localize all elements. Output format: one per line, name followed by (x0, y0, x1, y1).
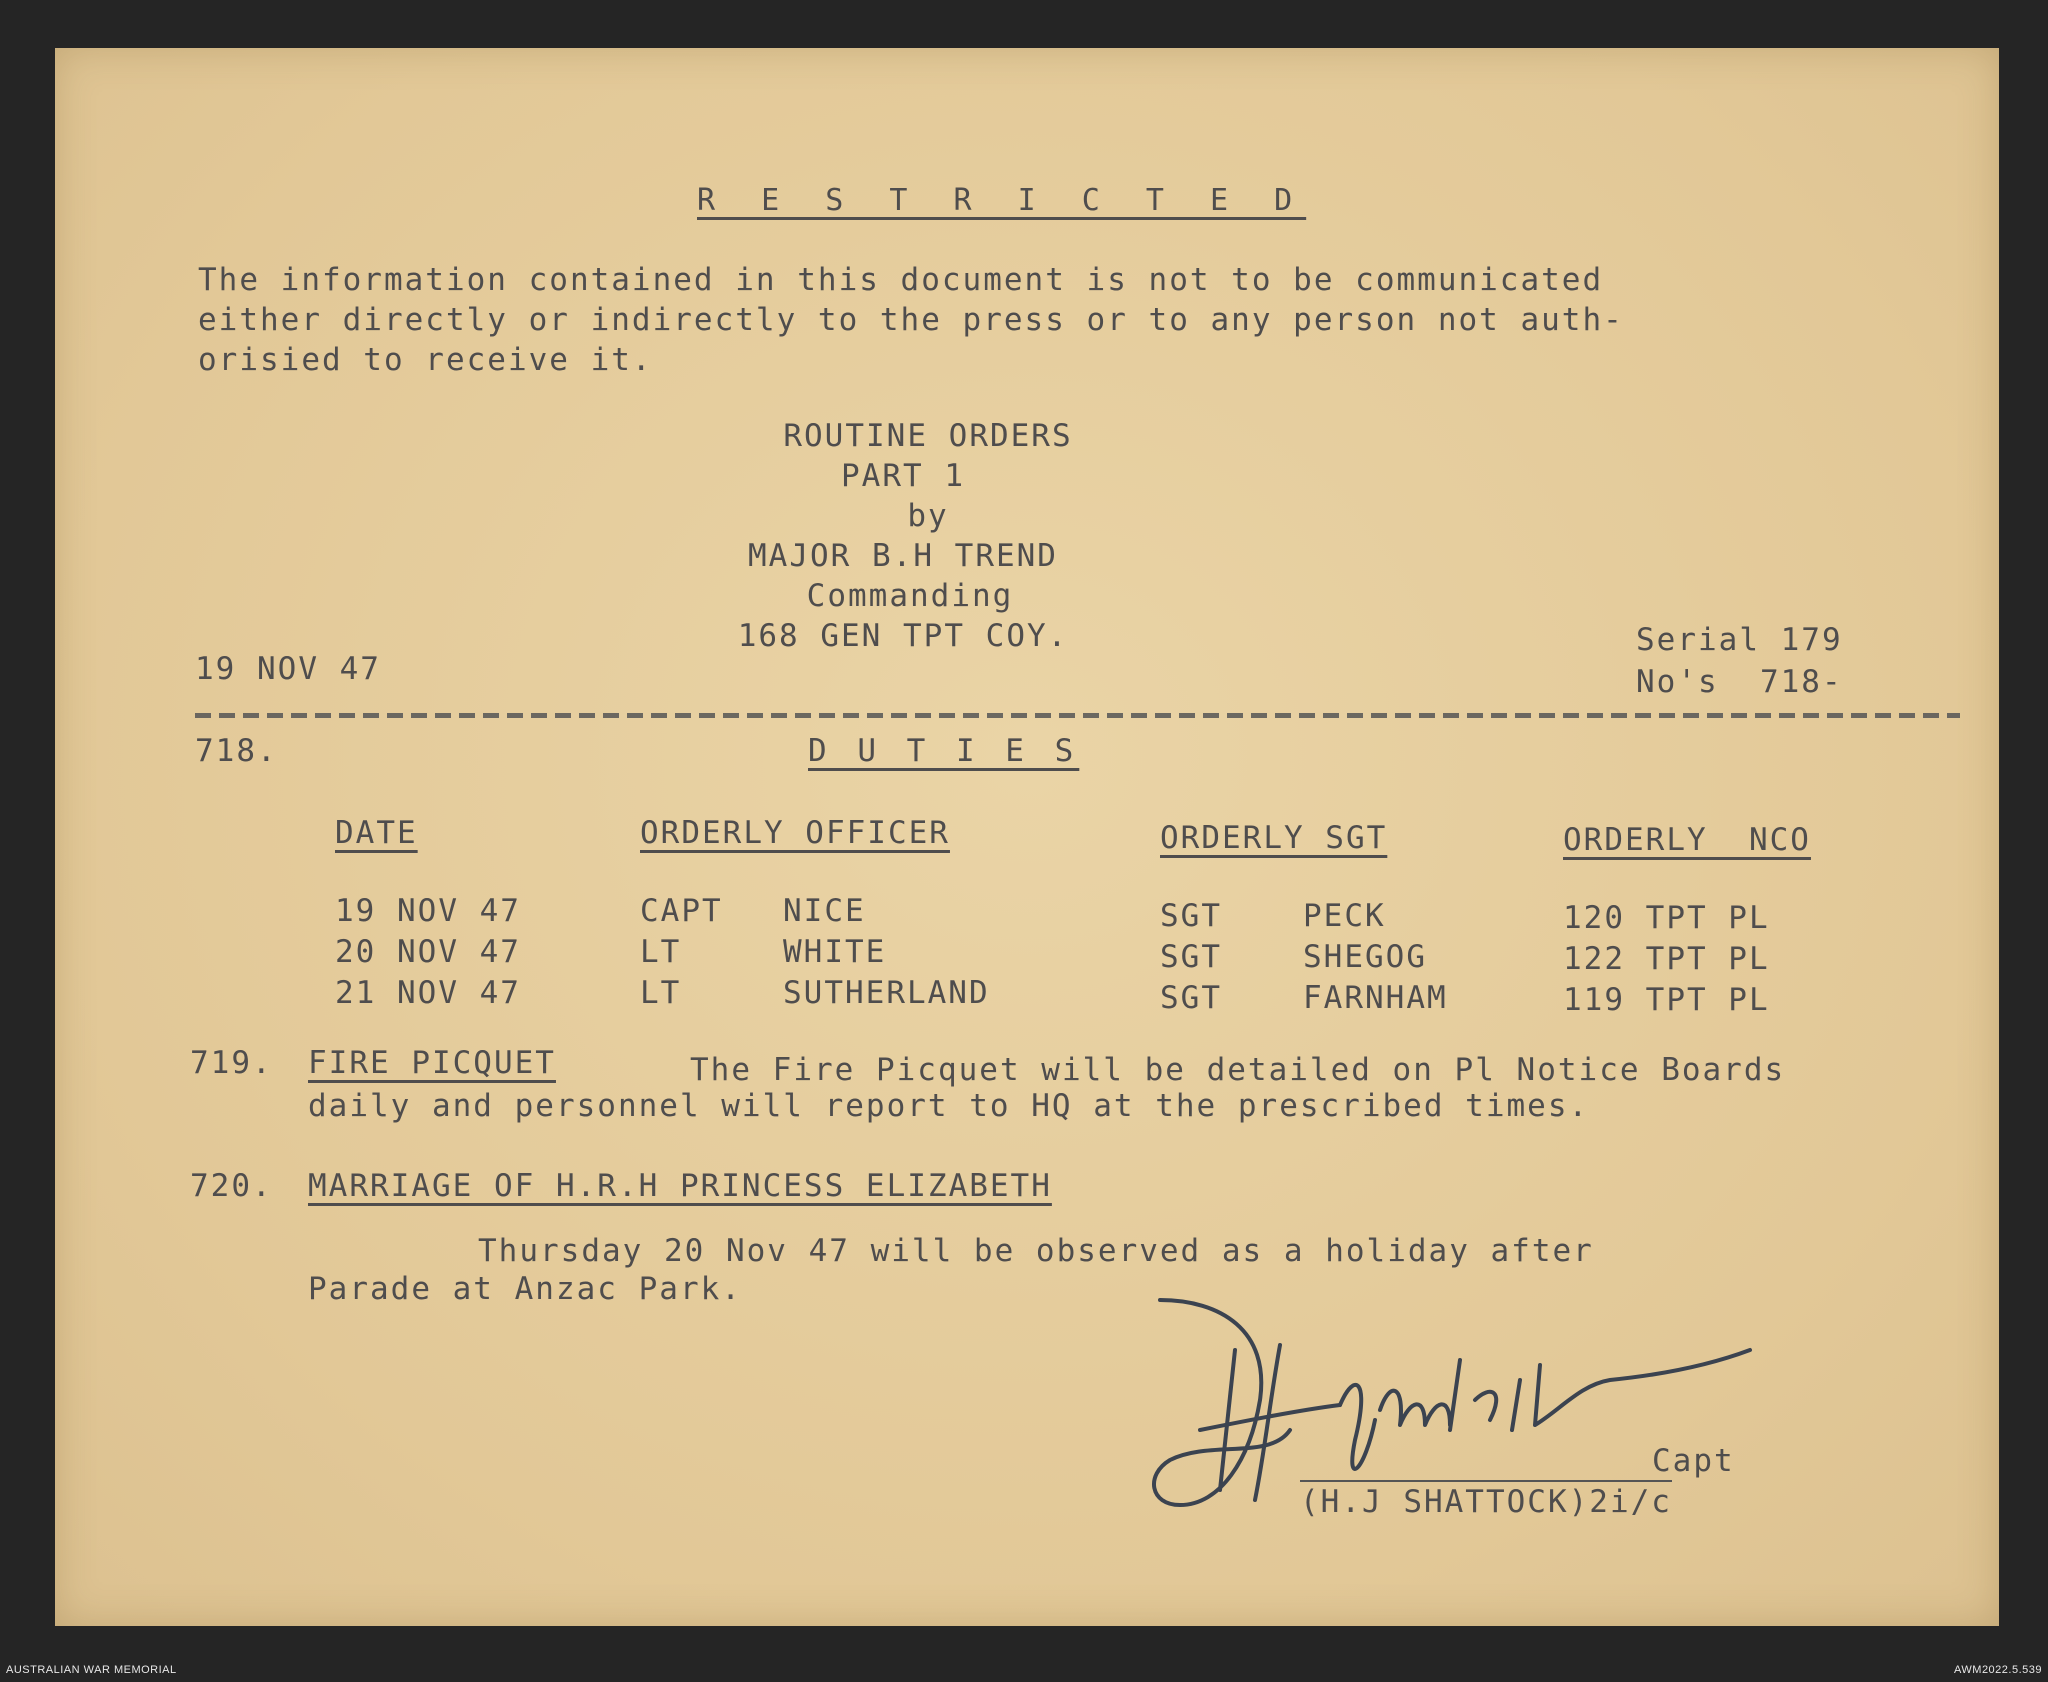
table-row-2-rank: LT (640, 934, 682, 970)
notice-line-3: orisied to receive it. (198, 342, 653, 378)
table-row-2-officer: WHITE (783, 934, 887, 970)
restricted-heading: R E S T R I C T E D (697, 183, 1307, 218)
document-date: 19 NOV 47 (195, 651, 381, 687)
table-row-1-date: 19 NOV 47 (335, 893, 521, 929)
col-header-orderly-sgt: ORDERLY SGT (1160, 820, 1388, 856)
notice-line-1: The information contained in this document is not to be communicated (198, 262, 1604, 298)
title-line-6: 168 GEN TPT COY. (737, 618, 1069, 654)
order-numbers: No's 718- (1636, 664, 1843, 700)
title-line-5: Commanding (806, 578, 1014, 614)
duties-heading: D U T I E S (808, 733, 1080, 769)
footer-institution: AUSTRALIAN WAR MEMORIAL (6, 1664, 177, 1676)
title-line-4: MAJOR B.H TREND (748, 538, 1058, 574)
item-720-heading: MARRIAGE OF H.R.H PRINCESS ELIZABETH (308, 1168, 1052, 1204)
table-row-2-sgt-rank: SGT (1160, 939, 1222, 975)
table-row-2-date: 20 NOV 47 (335, 934, 521, 970)
col-header-orderly-nco: ORDERLY NCO (1563, 822, 1811, 858)
table-row-1-sgt: PECK (1303, 898, 1386, 934)
table-row-3-sgt-rank: SGT (1160, 980, 1222, 1016)
signature-rank: Capt (1652, 1443, 1735, 1479)
table-row-3-officer: SUTHERLAND (783, 975, 990, 1011)
serial-number: Serial 179 (1636, 622, 1843, 658)
item-720-number: 720. (190, 1168, 273, 1204)
item-719-number: 719. (190, 1045, 273, 1081)
title-line-3: by (907, 498, 949, 534)
signature-typed-name: (H.J SHATTOCK)2i/c (1300, 1480, 1672, 1520)
item-720-line-1: Thursday 20 Nov 47 will be observed as a holiday after (478, 1233, 1594, 1269)
table-row-3-rank: LT (640, 975, 682, 1011)
title-line-1: ROUTINE ORDERS (783, 418, 1073, 454)
table-row-1-sgt-rank: SGT (1160, 898, 1222, 934)
item-719-heading: FIRE PICQUET (308, 1045, 556, 1081)
table-row-1-nco: 120 TPT PL (1563, 900, 1770, 936)
table-row-3-date: 21 NOV 47 (335, 975, 521, 1011)
table-row-3-sgt: FARNHAM (1303, 980, 1448, 1016)
col-header-date: DATE (335, 815, 418, 851)
item-719-line-2: daily and personnel will report to HQ at the prescribed times. (308, 1088, 1590, 1124)
separator-line (195, 713, 1960, 718)
notice-line-2: either directly or indirectly to the press or to any person not auth- (198, 302, 1624, 338)
table-row-2-sgt: SHEGOG (1303, 939, 1427, 975)
col-header-orderly-officer: ORDERLY OFFICER (640, 815, 950, 851)
footer-catalogue-id: AWM2022.5.539 (1953, 1664, 2042, 1676)
item-718-number: 718. (195, 733, 278, 769)
table-row-3-nco: 119 TPT PL (1563, 982, 1770, 1018)
table-row-2-nco: 122 TPT PL (1563, 941, 1770, 977)
item-720-line-2: Parade at Anzac Park. (308, 1271, 742, 1307)
item-719-line-1: The Fire Picquet will be detailed on Pl Notice Boards (690, 1052, 1786, 1088)
table-row-1-officer: NICE (783, 893, 866, 929)
table-row-1-rank: CAPT (640, 893, 723, 929)
title-line-2: PART 1 (841, 458, 965, 494)
